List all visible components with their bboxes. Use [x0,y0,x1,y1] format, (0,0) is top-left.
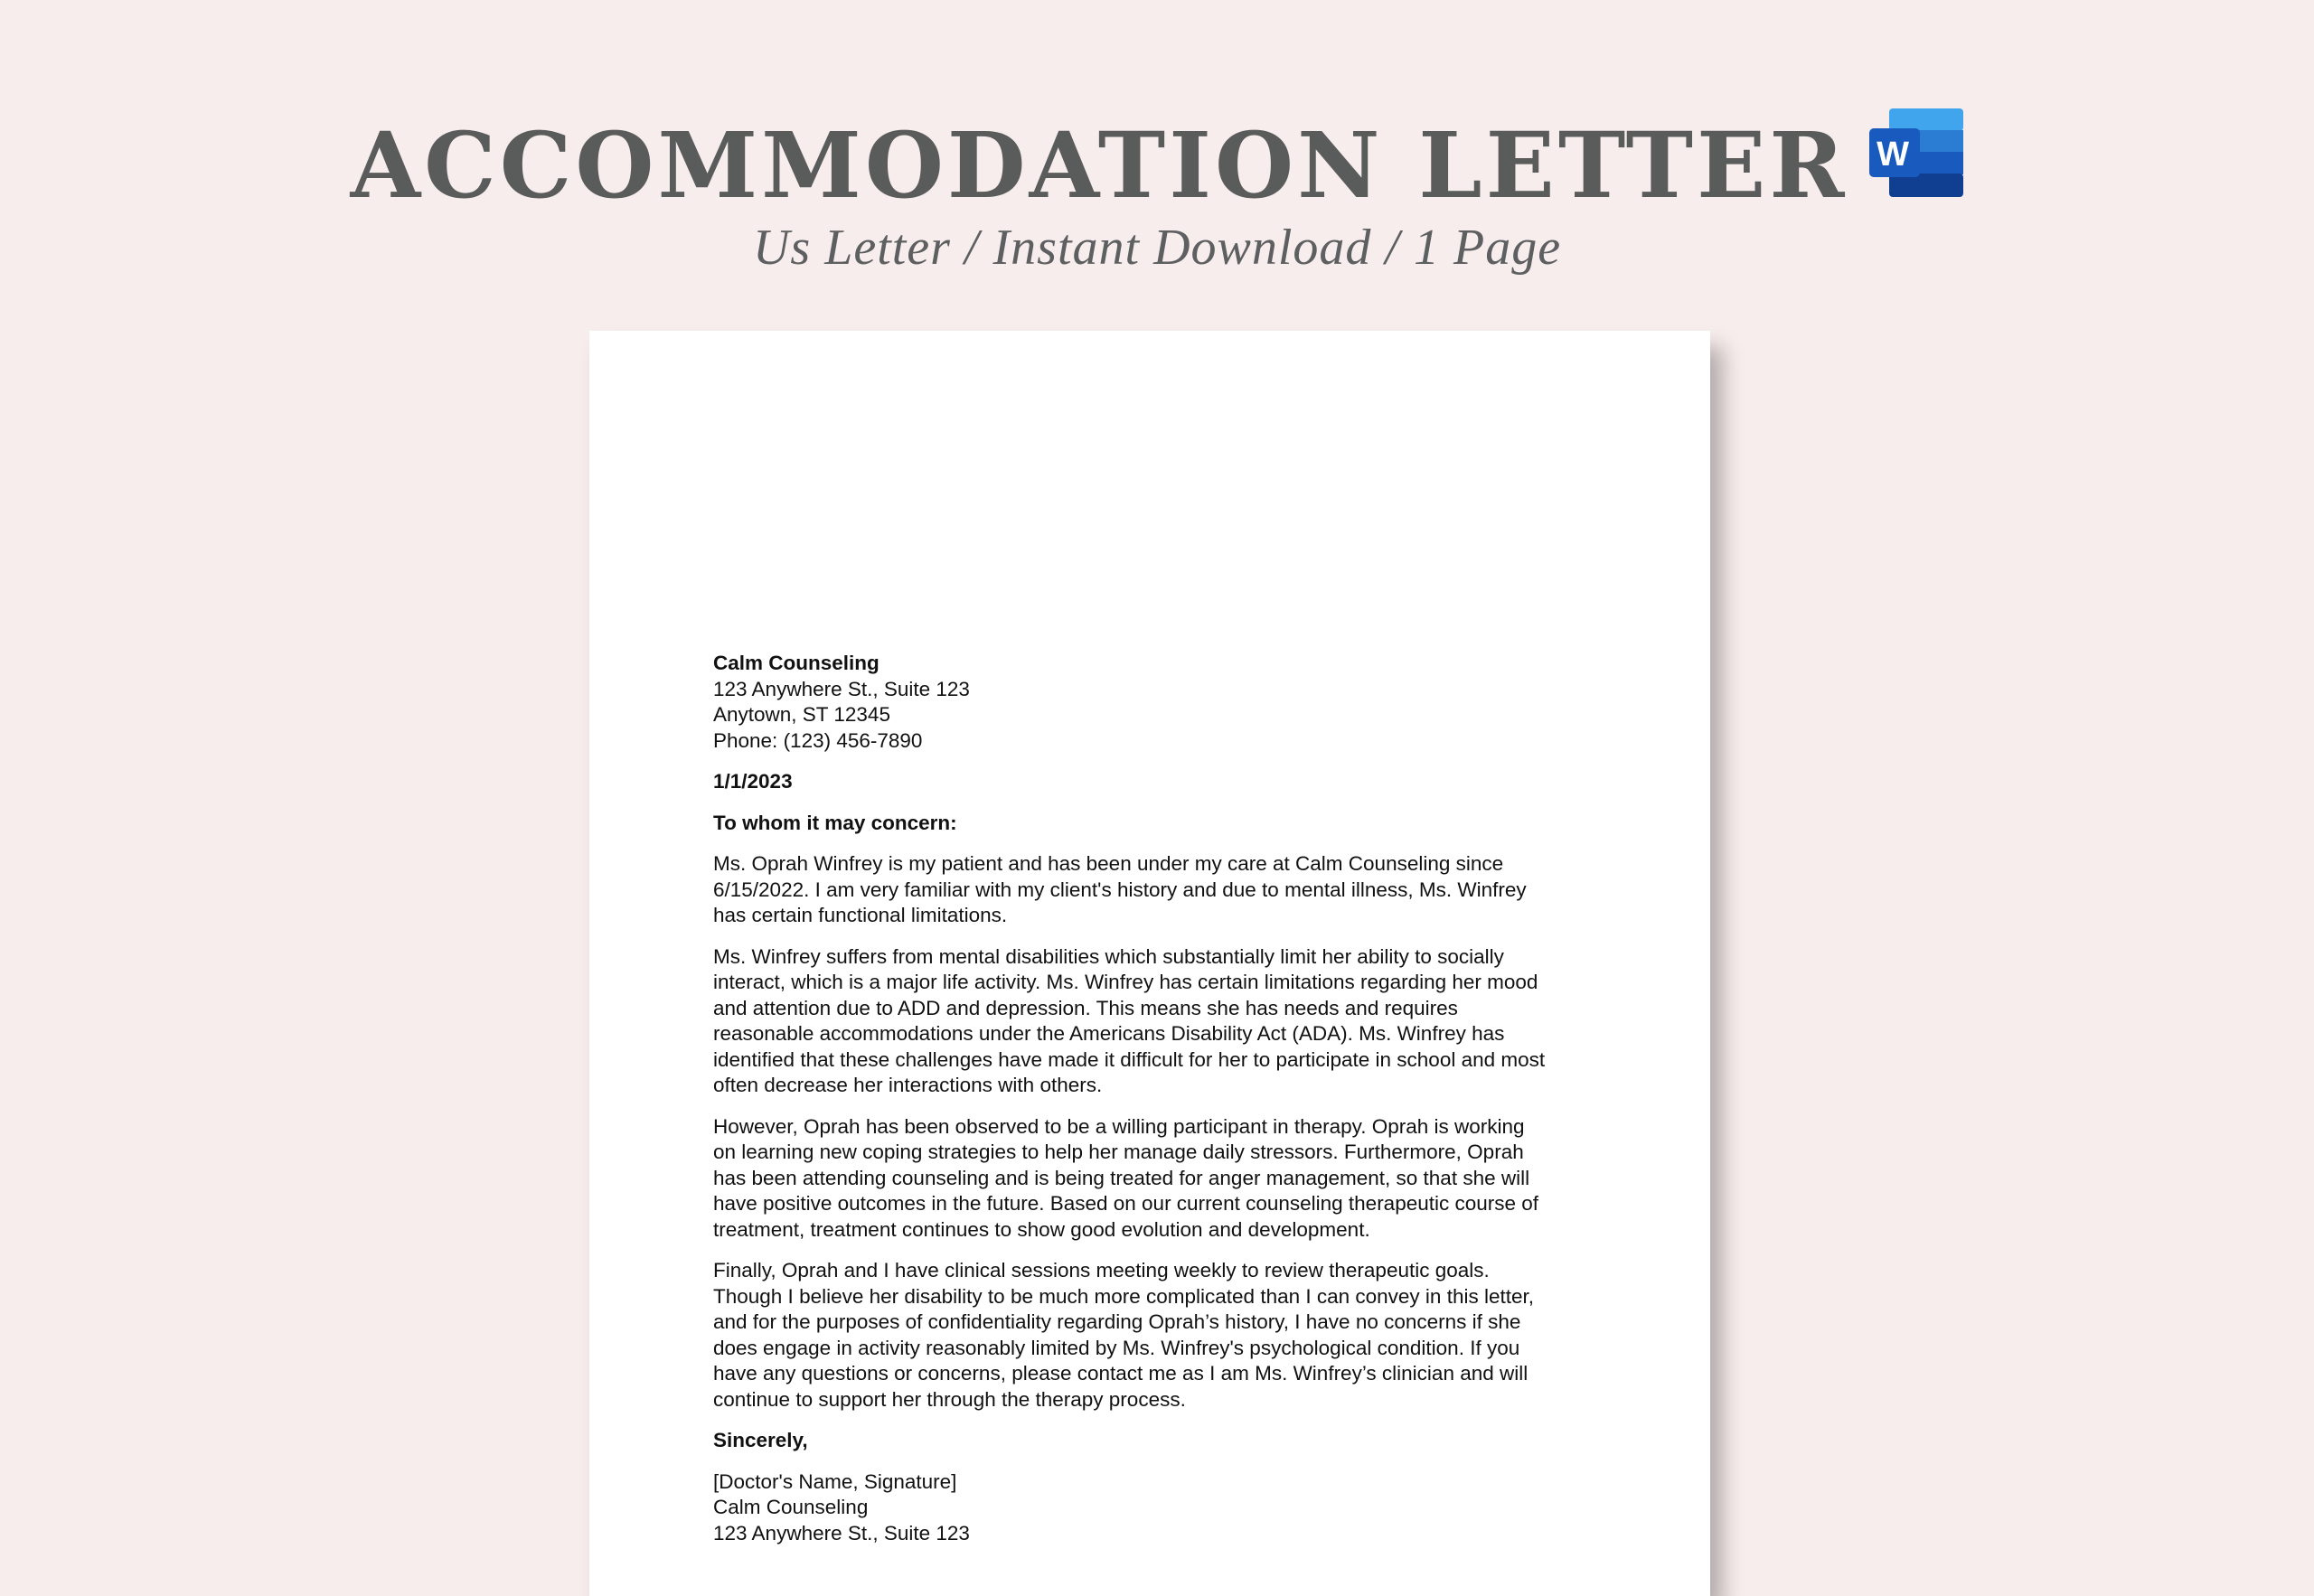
paragraph-line: has been attending counseling and is being treated for anger management, so that she will [713,1166,1530,1189]
word-icon [1869,108,1963,197]
paragraph-line: Ms. Oprah Winfrey is my patient and has been under my care at Calm Counseling since [713,852,1504,875]
paragraph-line: identified that these challenges have made it difficult for her to participate in school and most [713,1047,1546,1071]
paragraph-line: interact, which is a major life activity. Ms. Winfrey has certain limitations regarding her mood [713,971,1538,993]
signature-block [713,1469,1581,1547]
page-title [0,112,2314,220]
sender-address: 123 Anywhere St., Suite 123 [713,677,970,700]
paragraph-line: on learning new coping strategies to help her manage daily stressors. Furthermore, Oprah [713,1141,1524,1163]
letter-paragraph-2 [713,944,1581,1099]
paragraph-line: treatment, treatment continues to show good evolution and development. [713,1217,1370,1241]
letter-closing: Sincerely, [713,1429,808,1451]
letter-paragraph-4 [713,1258,1581,1413]
signature-address: 123 Anywhere St., Suite 123 [713,1521,970,1544]
letter-date: 1/1/2023 [713,770,793,793]
paragraph-line: 6/15/2022. I am very familiar with my client's history and due to mental illness, Ms. Winfrey [713,878,1527,901]
product-header [0,0,2314,307]
paragraph-line: continue to support her through the therapy process. [713,1387,1186,1411]
paragraph-line: Finally, Oprah and I have clinical sessions meeting weekly to review therapeutic goals. [713,1259,1490,1281]
letter-paragraph-1 [713,851,1581,929]
paragraph-line: Ms. Winfrey suffers from mental disabilities which substantially limit her ability to socially [713,944,1504,968]
paragraph-line: does engage in activity reasonably limited by Ms. Winfrey's psychological condition. If you [713,1336,1520,1359]
letter-salutation: To whom it may concern: [713,811,957,834]
letter-page-preview [589,331,1710,1596]
word-icon-letter: W [1877,136,1914,174]
sender-phone: Phone: (123) 456-7890 [713,728,923,752]
signature-name: [Doctor's Name, Signature] [713,1469,957,1493]
paragraph-line: have any questions or concerns, please contact me as I am Ms. Winfrey’s clinician and will [713,1362,1529,1385]
letter-body [713,651,1581,1562]
signature-org: Calm Counseling [713,1496,869,1518]
paragraph-line: However, Oprah has been observed to be a willing participant in therapy. Oprah is working [713,1114,1525,1138]
paragraph-line: reasonable accommodations under the Americans Disability Act (ADA). Ms. Winfrey has [713,1022,1505,1045]
paragraph-line: and attention due to ADD and depression. This means she has needs and requires [713,996,1458,1019]
page-subtitle: Us Letter / Instant Download / 1 Page [752,220,1562,276]
paragraph-line: has certain functional limitations. [713,904,1008,926]
sender-name: Calm Counseling [713,652,880,674]
paragraph-line: often decrease her interactions with others. [713,1074,1103,1096]
title-text: ACCOMMODATION LETTER [350,112,1848,220]
sender-city: Anytown, ST 12345 [713,703,890,726]
paragraph-line: and for the purposes of confidentiality regarding Oprah’s history, I have no concerns if she [713,1310,1521,1333]
paragraph-line: have positive outcomes in the future. Based on our current counseling therapeutic course of [713,1192,1539,1215]
letter-paragraph-3 [713,1114,1581,1244]
paragraph-line: Though I believe her disability to be much more complicated than I can convey in this letter, [713,1284,1534,1308]
sender-block [713,651,1581,754]
